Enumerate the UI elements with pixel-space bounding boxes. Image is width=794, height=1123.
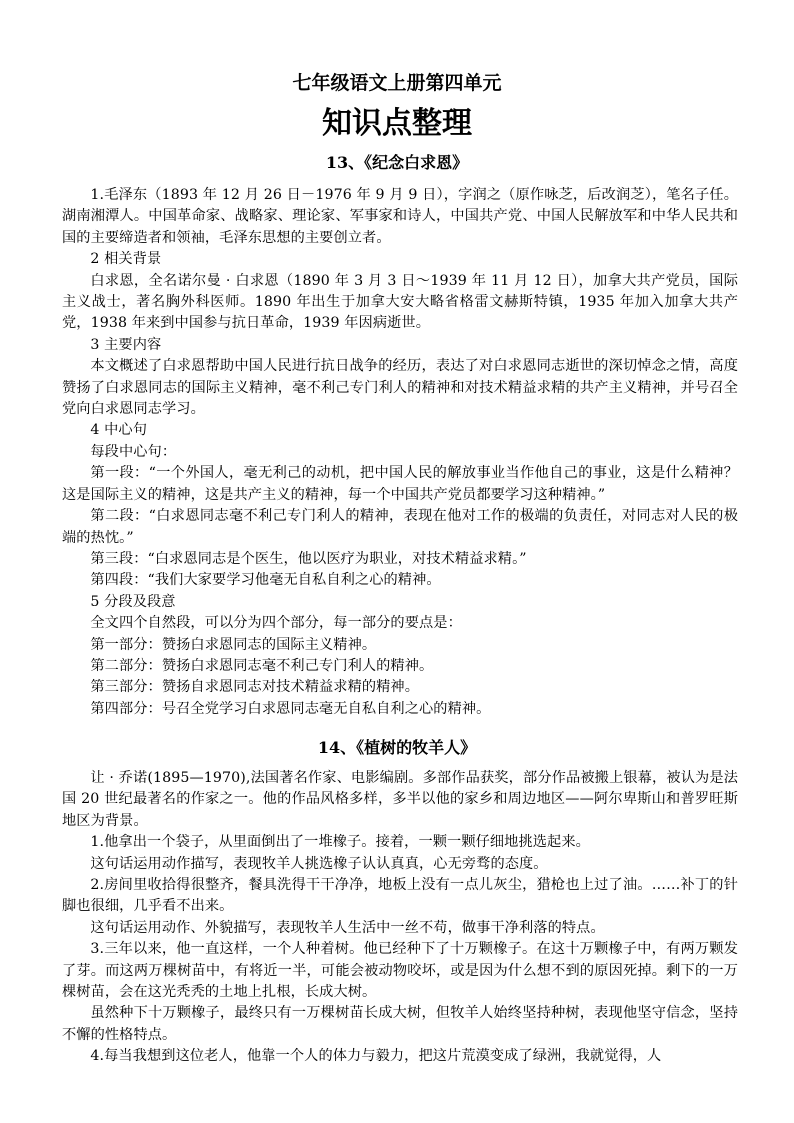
- paragraph: 1.毛泽东（1893 年 12 月 26 日－1976 年 9 月 9 日），字润之（原作咏芝，后改润芝），笔名子任。湖南湘潭人。中国革命家、战略家、理论家、军事家和诗人，中国共产党、中国人民解放军和中华人民共和国的主要缔造者和领袖，毛泽东思想的主要创立者。: [62, 187, 738, 246]
- document-subtitle: 知识点整理: [322, 106, 472, 141]
- paragraph: 第三部分：赞扬自求恩同志对技术精益求精的精神。: [90, 679, 420, 696]
- paragraph: 本文概述了白求恩帮助中国人民进行抗日战争的经历，表达了对白求恩同志逝世的深切悼念之情，高度赞扬了白求恩同志的国际主义精神，毫不利己专门利人的精神和对技术精益求精的共产主义精神，并号召全党向白求恩同志学习。: [62, 358, 738, 418]
- section-13-body: [62, 185, 738, 720]
- section-14-heading: 14、《植树的牧羊人》: [317, 738, 477, 757]
- paragraph: 第一段：“一个外国人，毫无利己的动机，把中国人民的解放事业当作他自己的事业，这是什么精神？这是国际主义的精神，这是共产主义的精神，每一个中国共产党员都要学习这种精神。”: [62, 465, 738, 503]
- paragraph: 这句话运用动作描写，表现牧羊人挑选橡子认认真真，心无旁骛的态度。: [90, 855, 548, 872]
- paragraph: 第二段：“白求恩同志毫不利己专门利人的精神，表现在他对工作的极端的负责任，对同志对人民的极端的热忱。”: [62, 508, 738, 546]
- section-13-heading: 13、《纪念白求恩》: [325, 153, 469, 172]
- paragraph: 虽然种下十万颗橡子，最终只有一万棵树苗长成大树，但牧羊人始终坚持种树，表现他坚守信念，坚持不懈的性格特点。: [62, 1005, 738, 1043]
- paragraph: 4.每当我想到这位老人，他靠一个人的体力与毅力，把这片荒漠变成了绿洲，我就觉得，人: [90, 1048, 662, 1065]
- paragraph: 第四部分：号召全党学习白求恩同志毫无自私自利之心的精神。: [90, 700, 491, 717]
- paragraph: 1.他拿出一个袋子，从里面倒出了一堆橡子。接着，一颗一颗仔细地挑选起来。: [90, 834, 590, 851]
- paragraph: 第四段：“我们大家要学习他毫无自私自利之心的精神。: [90, 572, 441, 589]
- paragraph: 2 相关背景: [90, 251, 162, 268]
- paragraph: 第二部分：赞扬白求恩同志毫不利己专门利人的精神。: [90, 657, 434, 674]
- paragraph: 第一部分：赞扬白求恩同志的国际主义精神。: [90, 636, 377, 653]
- paragraph: 3 主要内容: [90, 336, 162, 353]
- section-14-body: [62, 768, 738, 1068]
- paragraph: 2.房间里收拾得很整齐，餐具洗得干干净净，地板上没有一点儿灰尘，猎枪也上过了油。……补丁的针脚也很细，几乎看不出来。: [62, 877, 738, 915]
- document-title: 七年级语文上册第四单元: [292, 72, 502, 94]
- paragraph: 4 中心句: [90, 422, 147, 439]
- paragraph: 3.三年以来，他一直这样，一个人种着树。他已经种下了十万颗橡子。在这十万颗橡子中，有两万颗发了芽。而这两万棵树苗中，有将近一半，可能会被动物咬坏，或是因为什么想不到的原因死掉。剩下的一万棵树苗，会在这光秃秃的土地上扎根，长成大树。: [62, 941, 738, 1001]
- paragraph: 5 分段及段意: [90, 593, 176, 610]
- paragraph: 第三段：“白求恩同志是个医生，他以医疗为职业，对技术精益求精。”: [90, 550, 527, 567]
- paragraph: 让 · 乔诺(1895—1970),法国著名作家、电影编剧。多部作品获奖，部分作品被搬上银幕，被认为是法国 20 世纪最著名的作家之一。他的作品风格多样，多半以他的家乡和周边地区——阿尔卑斯山和普罗旺斯地区为背景。: [62, 770, 738, 829]
- paragraph: 每段中心句：: [90, 443, 177, 460]
- paragraph: 白求恩，全名诺尔曼 · 白求恩（1890 年 3 月 3 日～1939 年 11 月 12 日），加拿大共产党员，国际主义战士，著名胸外科医师。1890 年出生于加拿大安大略省格雷文赫斯特镇，1935 年加入加拿大共产党，1938 年来到中国参与抗日革命，1939 年因病逝世。: [62, 272, 738, 332]
- paragraph: 全文四个自然段，可以分为四个部分，每一部分的要点是：: [90, 615, 462, 632]
- paragraph: 这句话运用动作、外貌描写，表现牧羊人生活中一丝不苟，做事干净利落的特点。: [90, 919, 605, 936]
